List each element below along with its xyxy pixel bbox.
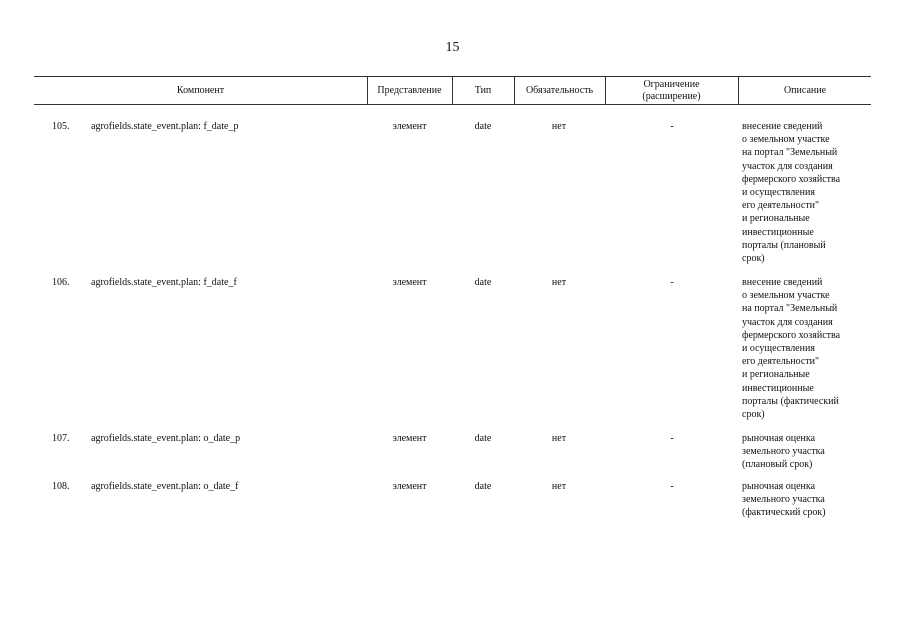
row-representation: элемент: [392, 481, 427, 492]
description-line: (фактический срок): [742, 507, 826, 519]
description-line: земельного участка: [742, 446, 825, 458]
description-line: и региональные: [742, 213, 810, 225]
description-line: срок): [742, 253, 765, 265]
description-line: инвестиционные: [742, 382, 814, 394]
row-number: 105.: [52, 121, 70, 132]
description-line: порталы (плановый: [742, 239, 826, 251]
description-line: фермерского хозяйства: [742, 173, 841, 185]
description-line: и осуществления: [742, 187, 815, 199]
description-line: внесение сведений: [742, 121, 823, 132]
row-component: agrofields.state_event.plan: o_date_p: [91, 433, 241, 444]
header-description: Описание: [783, 84, 827, 96]
row-restriction: -: [670, 277, 674, 288]
description-line: внесение сведений: [742, 277, 823, 288]
header-restriction-line: (расширение): [642, 90, 701, 102]
description-line: фермерского хозяйства: [742, 329, 841, 341]
page-number: 15: [445, 40, 460, 55]
header-required: Обязательность: [525, 84, 594, 96]
row-description: [742, 480, 872, 520]
header-representation: Представление: [377, 84, 442, 96]
row-component: agrofields.state_event.plan: o_date_f: [91, 481, 239, 492]
row-required: нет: [551, 121, 567, 132]
table-header-rule: [34, 104, 871, 105]
row-type: date: [474, 277, 492, 288]
description-line: земельного участка: [742, 494, 825, 506]
row-type: date: [474, 121, 492, 132]
description-line: на портал "Земельный: [742, 303, 838, 315]
row-description: [742, 432, 872, 472]
row-representation: элемент: [392, 277, 427, 288]
row-number: 108.: [52, 481, 70, 492]
description-line: участок для создания: [742, 316, 833, 328]
row-restriction: -: [670, 121, 674, 132]
row-type: date: [474, 481, 492, 492]
row-description: [742, 120, 872, 265]
description-line: на портал "Земельный: [742, 147, 838, 159]
row-required: нет: [551, 277, 567, 288]
description-line: его деятельности": [742, 356, 820, 368]
row-representation: элемент: [392, 121, 427, 132]
row-restriction: -: [670, 433, 674, 444]
header-component: Компонент: [176, 84, 225, 96]
description-line: и осуществления: [742, 343, 815, 355]
description-line: инвестиционные: [742, 226, 814, 238]
row-number: 107.: [52, 433, 70, 444]
description-line: срок): [742, 409, 765, 421]
description-line: его деятельности": [742, 200, 820, 212]
row-required: нет: [551, 433, 567, 444]
row-description: [742, 276, 872, 421]
header-restriction-line: Ограничение: [643, 78, 700, 90]
description-line: рыночная оценка: [742, 481, 816, 492]
header-restriction: [606, 77, 737, 104]
row-component: agrofields.state_event.plan: f_date_f: [91, 277, 237, 288]
header-type: Тип: [474, 84, 492, 96]
row-required: нет: [551, 481, 567, 492]
row-restriction: -: [670, 481, 674, 492]
description-line: (плановый срок): [742, 459, 813, 471]
description-line: порталы (фактический: [742, 395, 839, 407]
description-line: о земельном участке: [742, 134, 830, 146]
description-line: участок для создания: [742, 160, 833, 172]
description-line: и региональные: [742, 369, 810, 381]
row-type: date: [474, 433, 492, 444]
description-line: рыночная оценка: [742, 433, 816, 444]
description-line: о земельном участке: [742, 290, 830, 302]
row-component: agrofields.state_event.plan: f_date_p: [91, 121, 239, 132]
row-number: 106.: [52, 277, 70, 288]
row-representation: элемент: [392, 433, 427, 444]
